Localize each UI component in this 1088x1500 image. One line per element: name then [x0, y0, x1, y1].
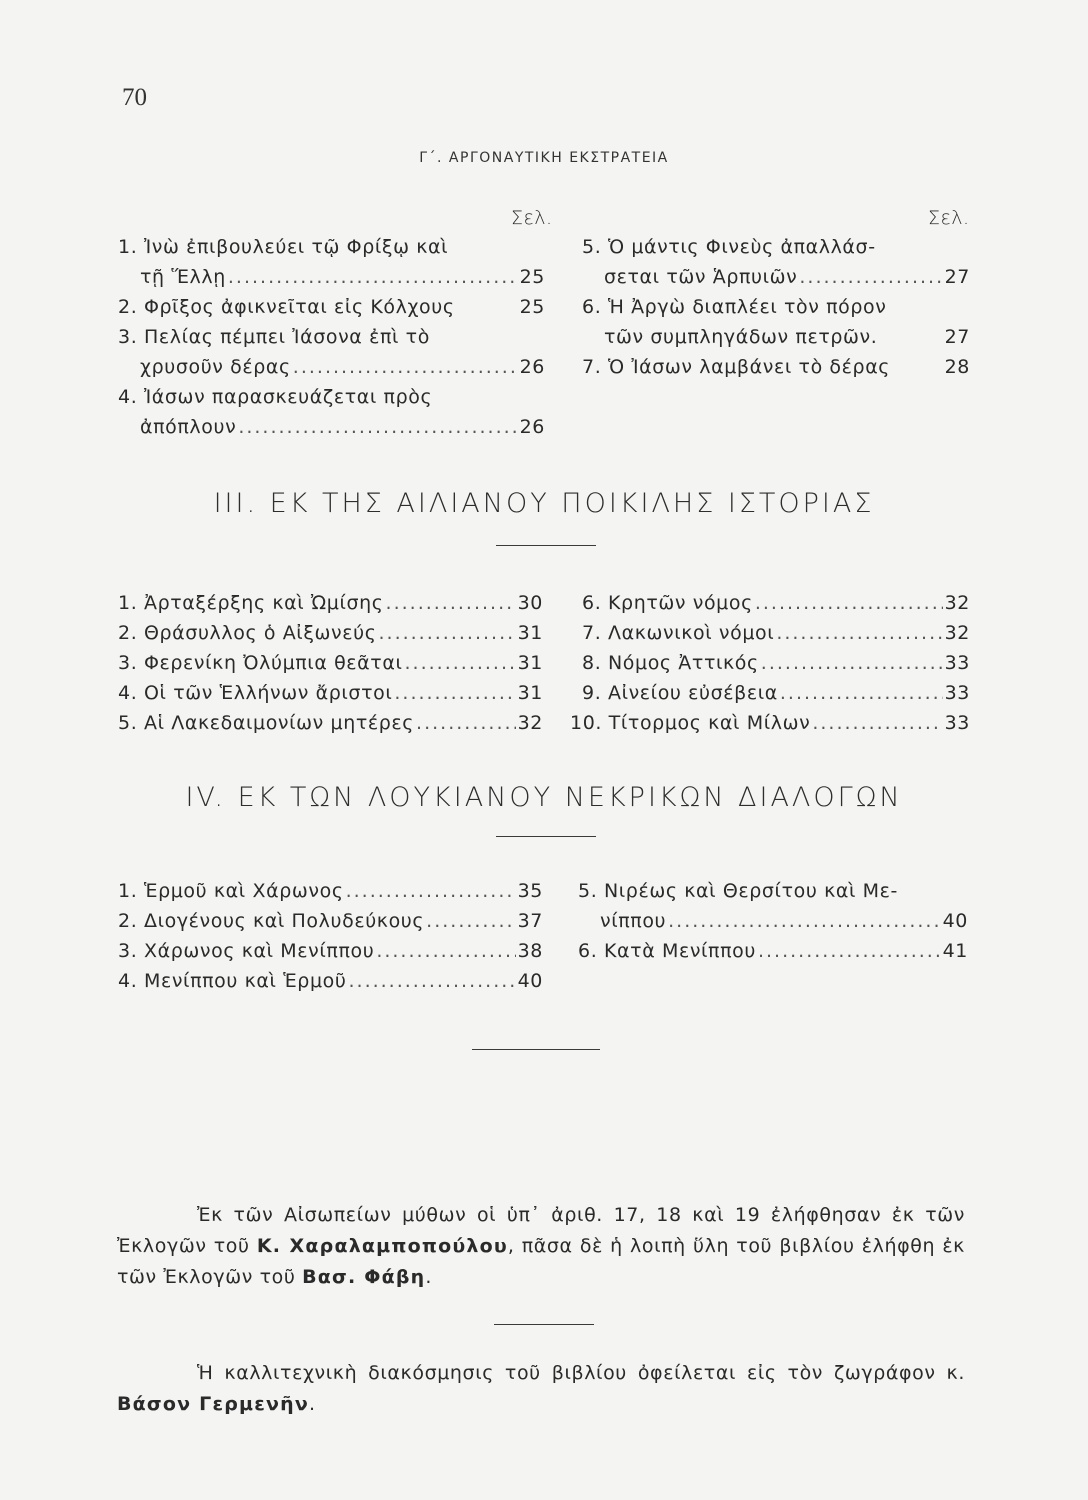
source-note-name: Κ. Χαραλαμποπούλου	[256, 1235, 508, 1257]
list-item	[582, 648, 970, 678]
list-item	[118, 648, 543, 678]
item-title: Μενίππου καὶ Ἑρμοῦ	[143, 970, 347, 992]
item-page: 28	[944, 356, 970, 378]
list-item	[578, 936, 968, 966]
list-item	[118, 588, 543, 618]
section-iii-left-list	[118, 588, 543, 738]
item-page: 38	[517, 940, 543, 962]
item-page: 40	[517, 970, 543, 992]
dot-leader	[386, 588, 516, 618]
list-item	[570, 708, 970, 738]
list-item	[118, 906, 543, 936]
item-title: Νιρέως καὶ Θερσίτου καὶ Με-	[603, 880, 898, 902]
list-item	[582, 232, 970, 262]
item-title: Ἀρταξέρξης καὶ Ὠμίσης	[143, 592, 384, 614]
list-item	[578, 906, 968, 936]
item-page: 25	[519, 266, 545, 288]
item-number: 2.	[118, 296, 138, 318]
list-item	[582, 678, 970, 708]
item-page: 31	[517, 652, 543, 674]
dot-leader	[394, 678, 515, 708]
item-title: Φερενίκη Ὀλύμπια θεᾶται	[143, 652, 403, 674]
item-title: Χάρωνος καὶ Μενίππου	[143, 940, 375, 962]
section-a-right-list	[582, 232, 970, 382]
section-iv-right-list	[578, 876, 968, 966]
dot-leader	[293, 352, 518, 382]
dot-leader	[405, 648, 516, 678]
item-title: τῇ Ἕλλῃ	[140, 266, 226, 288]
list-item	[118, 966, 543, 996]
illustration-note-text: .	[309, 1393, 316, 1415]
item-title: Πελίας πέμπει Ἰάσονα ἐπὶ τὸ	[143, 326, 430, 348]
item-title: χρυσοῦν δέρας	[140, 356, 291, 378]
list-item	[118, 936, 543, 966]
item-page: 32	[944, 592, 970, 614]
list-item	[582, 352, 970, 382]
source-note-text: .	[425, 1266, 433, 1288]
illustrator-name: Βάσον Γερμενῆν	[117, 1393, 309, 1415]
section-a-title: Γ΄. ΑΡΓΟΝΑΥΤΙΚΗ ΕΚΣΤΡΑΤΕΙΑ	[419, 150, 669, 166]
item-page: 37	[517, 910, 543, 932]
list-item	[118, 382, 545, 412]
page-column-label-left: Σελ.	[511, 207, 553, 229]
item-number: 4.	[118, 386, 138, 408]
item-title: Ὁ Ἰάσων λαμβάνει τὸ δέρας	[607, 356, 891, 378]
dot-leader	[376, 936, 515, 966]
item-number: 8.	[582, 652, 602, 674]
item-number: 6.	[578, 940, 598, 962]
item-title: Ὁ μάντις Φινεὺς ἀπαλλάσ-	[607, 236, 876, 258]
item-title: Ἑρμοῦ καὶ Χάρωνος	[143, 880, 344, 902]
item-title: Ἡ Ἀργὼ διαπλέει τὸν πόρον	[607, 296, 887, 318]
item-page: 27	[944, 326, 970, 348]
item-page: 27	[944, 266, 970, 288]
dot-leader	[780, 678, 943, 708]
section-divider	[496, 836, 596, 837]
dot-leader	[378, 618, 515, 648]
item-number: 6.	[582, 296, 602, 318]
item-page: 26	[519, 416, 545, 438]
item-title: τῶν συμπληγάδων πετρῶν.	[604, 326, 878, 348]
dot-leader	[812, 708, 942, 738]
list-item	[582, 322, 970, 352]
item-title: Διογένους καὶ Πολυδεύκους	[143, 910, 425, 932]
item-number: 3.	[118, 652, 138, 674]
list-item	[578, 876, 968, 906]
item-title: νίππου	[600, 910, 667, 932]
dot-leader	[416, 708, 516, 738]
item-page: 31	[517, 682, 543, 704]
item-number: 5.	[582, 236, 602, 258]
item-title: Νόμος Ἀττικός	[607, 652, 759, 674]
section-divider	[472, 1049, 600, 1050]
item-page: 35	[517, 880, 543, 902]
dot-leader	[426, 906, 515, 936]
item-title: Τίτορμος καὶ Μίλων	[608, 712, 811, 734]
item-number: 4.	[118, 970, 138, 992]
item-number: 5.	[118, 712, 138, 734]
item-page: 26	[519, 356, 545, 378]
item-number: 4.	[118, 682, 138, 704]
list-item	[118, 876, 543, 906]
item-page: 30	[517, 592, 543, 614]
item-number: 1.	[118, 880, 138, 902]
list-item	[582, 292, 970, 322]
item-title: Ἰνὼ ἐπιβουλεύει τῷ Φρίξῳ καὶ	[143, 236, 449, 258]
list-item	[118, 262, 545, 292]
item-title: ἀπόπλουν	[140, 416, 237, 438]
item-number: 3.	[118, 326, 138, 348]
list-item	[118, 708, 543, 738]
list-item	[582, 262, 970, 292]
source-note-text: , πᾶσα δὲ ἡ λοιπὴ ὕλη τοῦ βιβλίου ἐλήφθη ἐκ τῶν Ἐκλογῶν τοῦ	[117, 1235, 965, 1288]
list-item	[118, 678, 543, 708]
item-title: Ἰάσων παρασκευάζεται πρὸς	[143, 386, 433, 408]
list-item	[118, 618, 543, 648]
list-item	[582, 618, 970, 648]
dot-leader	[755, 588, 943, 618]
section-iv-left-list	[118, 876, 543, 996]
item-number: 2.	[118, 622, 138, 644]
source-note-name: Βασ. Φάβη	[302, 1266, 426, 1288]
item-number: 1.	[118, 236, 138, 258]
source-note	[117, 1200, 965, 1293]
section-iv-heading: IV. ΕΚ ΤΩΝ ΛΟΥΚΙΑΝΟΥ ΝΕΚΡΙΚΩΝ ΔΙΑΛΟΓΩΝ	[185, 782, 903, 813]
dot-leader	[776, 618, 942, 648]
list-item	[118, 412, 545, 442]
item-number: 7.	[582, 356, 602, 378]
dot-leader	[668, 906, 940, 936]
page-number: 70	[122, 84, 147, 111]
item-number: 7.	[582, 622, 602, 644]
section-divider	[494, 1324, 594, 1325]
item-title: Αἰνείου εὐσέβεια	[607, 682, 778, 704]
item-page: 40	[942, 910, 968, 932]
section-iii-heading: III. ΕΚ ΤΗΣ ΑΙΛΙΑΝΟΥ ΠΟΙΚΙΛΗΣ ΙΣΤΟΡΙΑΣ	[213, 488, 875, 519]
dot-leader	[348, 966, 515, 996]
item-title: Αἱ Λακεδαιμονίων μητέρες	[143, 712, 415, 734]
dot-leader	[799, 262, 942, 292]
list-item	[118, 292, 545, 322]
item-number: 5.	[578, 880, 598, 902]
item-title: Φρῖξος ἀφικνεῖται εἰς Κόλχους	[143, 296, 455, 318]
item-page: 41	[942, 940, 968, 962]
dot-leader	[238, 412, 517, 442]
item-title: Λακωνικοὶ νόμοι	[607, 622, 775, 644]
item-number: 9.	[582, 682, 602, 704]
section-a-left-list	[118, 232, 545, 442]
list-item	[582, 588, 970, 618]
item-number: 10.	[570, 712, 603, 734]
section-divider	[496, 545, 596, 546]
item-title: σεται τῶν Ἁρπυιῶν	[604, 266, 798, 288]
dot-leader	[758, 936, 941, 966]
item-number: 1.	[118, 592, 138, 614]
illustration-note	[117, 1358, 965, 1420]
item-page: 25	[519, 296, 545, 318]
item-number: 3.	[118, 940, 138, 962]
item-page: 32	[944, 622, 970, 644]
item-page: 33	[944, 652, 970, 674]
item-title: Οἱ τῶν Ἑλλήνων ἄριστοι	[143, 682, 393, 704]
dot-leader	[228, 262, 518, 292]
illustration-note-text: Ἡ καλλιτεχνικὴ διακόσμησις τοῦ βιβλίου ὀφείλεται εἰς τὸν ζωγράφον κ.	[197, 1362, 965, 1384]
item-page: 33	[944, 712, 970, 734]
section-iii-right-list	[570, 588, 970, 738]
list-item	[118, 232, 545, 262]
dot-leader	[761, 648, 943, 678]
list-item	[118, 322, 545, 352]
source-note-text: Ἐκ τῶν Αἰσωπείων μύθων οἱ ὑπ᾽ ἀριθ. 17, 18 καὶ 19 ἐλήφθησαν ἐκ τῶν Ἐκλογῶν τοῦ	[117, 1204, 965, 1257]
dot-leader	[346, 876, 516, 906]
item-title: Θράσυλλος ὁ Αἰξωνεύς	[143, 622, 377, 644]
item-page: 31	[517, 622, 543, 644]
page-column-label-right: Σελ.	[928, 207, 970, 229]
item-page: 33	[944, 682, 970, 704]
list-item	[118, 352, 545, 382]
item-number: 2.	[118, 910, 138, 932]
item-title: Κατὰ Μενίππου	[603, 940, 756, 962]
item-page: 32	[517, 712, 543, 734]
item-number: 6.	[582, 592, 602, 614]
item-title: Κρητῶν νόμος	[607, 592, 753, 614]
